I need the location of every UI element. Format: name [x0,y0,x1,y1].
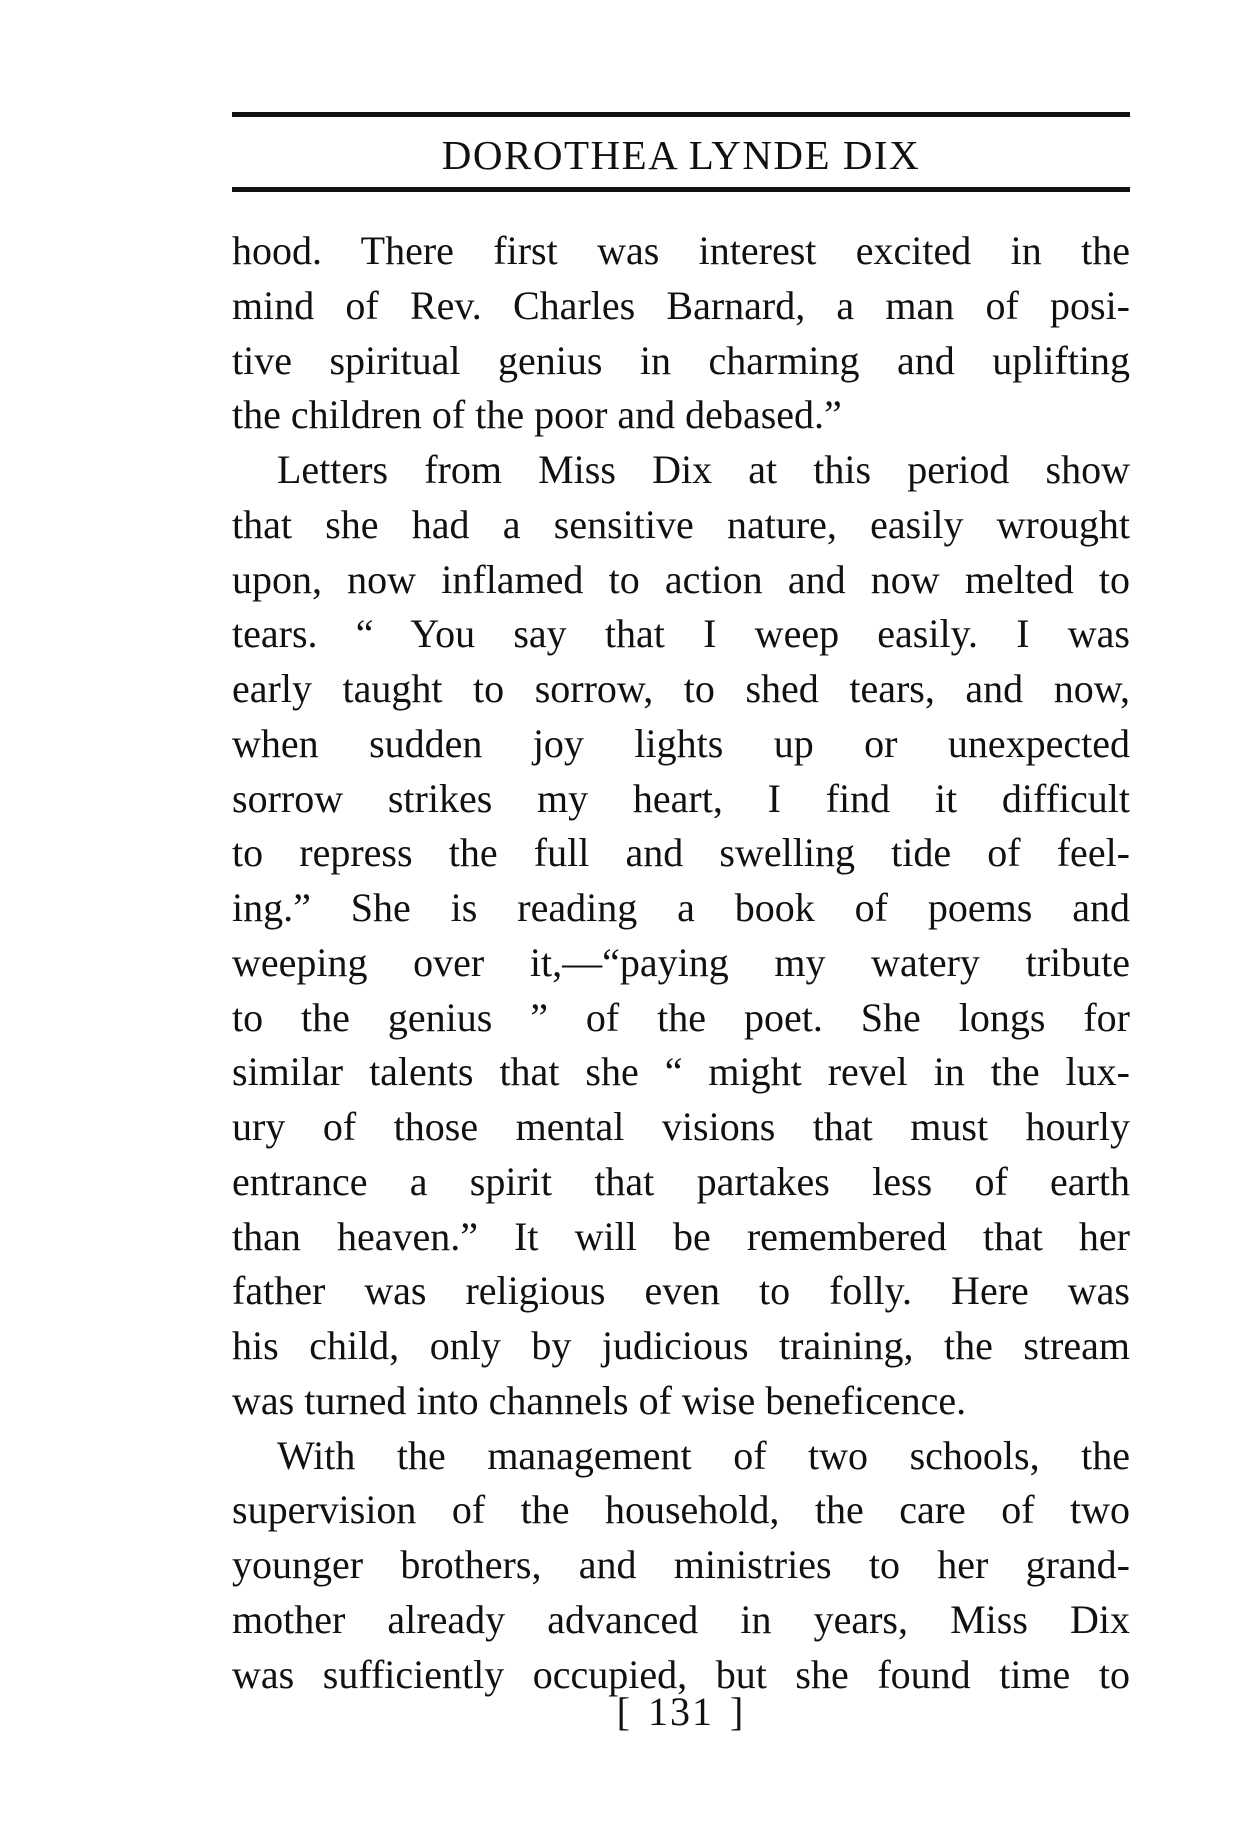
page-number-value: 131 [648,1689,714,1734]
text-line: weeping over it,—“paying my watery tribute [232,939,1130,985]
bracket-open: [ [616,1689,632,1734]
text-line: tive spiritual genius in charming and uplifting [232,337,1130,383]
text-line: mind of Rev. Charles Barnard, a man of posi- [232,282,1130,328]
text-line: father was religious even to folly. Here was [232,1268,1130,1314]
text-line: entrance a spirit that partakes less of earth [232,1158,1130,1204]
text-line: the children of the poor and debased.” [232,392,842,438]
text-line: when sudden joy lights up or unexpected [232,720,1130,766]
text-line: sorrow strikes my heart, I find it difficult [232,775,1130,821]
bracket-close: ] [730,1689,746,1734]
text-line: that she had a sensitive nature, easily wrought [232,501,1130,547]
text-line: was turned into channels of wise beneficence. [232,1377,967,1423]
text-line: early taught to sorrow, to shed tears, and now, [232,666,1130,711]
text-line: his child, only by judicious training, the stream [232,1323,1130,1368]
header-rule-top [232,112,1130,117]
header-rule-bottom [232,187,1130,192]
running-head: DOROTHEA LYNDE DIX [441,132,921,178]
text-line: upon, now inflamed to action and now melted to [232,556,1130,602]
text-line: younger brothers, and ministries to her grand- [232,1542,1130,1587]
text-line: supervision of the household, the care of two [232,1487,1130,1533]
text-line: was sufficiently occupied, but she found time to [232,1651,1130,1697]
body-text [232,224,1130,1702]
text-line: Letters from Miss Dix at this period show [277,447,1130,492]
text-line: ing.” She is reading a book of poems and [232,885,1130,930]
text-line: than heaven.” It will be remembered that her [232,1213,1130,1259]
text-line: With the management of two schools, the [277,1432,1130,1478]
text-line: to repress the full and swelling tide of feel- [232,830,1130,876]
page-number [232,1688,1130,1736]
text-line: ury of those mental visions that must hourly [232,1104,1130,1149]
text-line: similar talents that she “ might revel in the lux- [232,1049,1130,1095]
text-line: mother already advanced in years, Miss Dix [232,1596,1130,1642]
text-line: to the genius ” of the poet. She longs for [232,994,1130,1040]
text-line: hood. There first was interest excited in the [232,228,1130,273]
text-line: tears. “ You say that I weep easily. I was [232,611,1130,657]
